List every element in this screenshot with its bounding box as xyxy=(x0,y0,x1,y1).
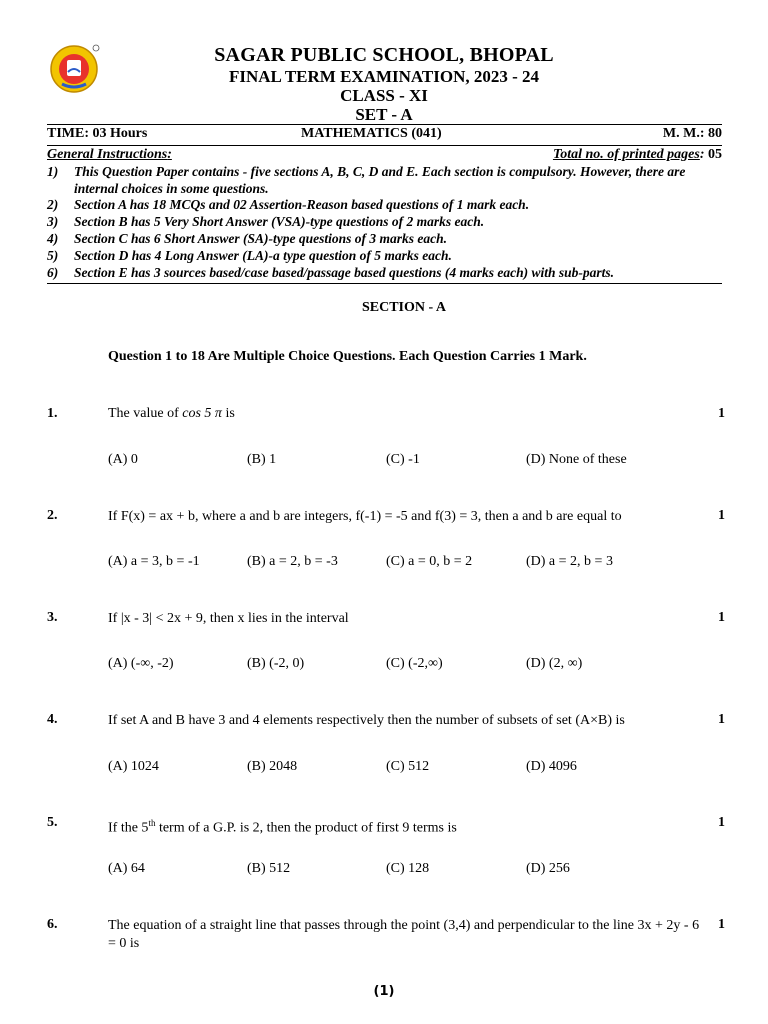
option-a: (A) 64 xyxy=(108,861,145,876)
section-title: SECTION - A xyxy=(361,300,447,315)
header-rule xyxy=(47,124,722,125)
question-text: If F(x) = ax + b, where a and b are integers, f(-1) = -5 and f(3) = 3, then a and b are equal to xyxy=(108,509,622,524)
option-d: (D) 256 xyxy=(526,861,570,876)
instructions-heading: General Instructions: xyxy=(47,147,172,162)
school-name: SAGAR PUBLIC SCHOOL, BHOPAL xyxy=(214,44,554,66)
superscript: th xyxy=(148,818,156,828)
instruction-item: 1) This Question Paper contains - five sections A, B, C, D and E. Each section is compulsory. However, there are internal choices in some questions. xyxy=(47,164,686,196)
question-marks: 1 xyxy=(718,815,725,830)
instruction-item: 3) Section B has 5 Very Short Answer (VSA)-type questions of 2 marks each. xyxy=(47,214,485,229)
option-c: (C) 128 xyxy=(386,861,430,876)
page-number: (1) xyxy=(373,984,395,999)
option-b: (B) 1 xyxy=(247,452,277,467)
school-crest-logo xyxy=(48,42,100,94)
option-d: (D) None of these xyxy=(526,452,627,467)
option-c: (C) -1 xyxy=(386,452,420,467)
printed-pages: Total no. of printed pages: 05 xyxy=(552,147,722,162)
question-text: The value of cos 5 π is xyxy=(108,406,235,421)
question-number: 4. xyxy=(47,712,58,727)
option-b: (B) 2048 xyxy=(247,759,298,774)
math-expression: cos 5 π xyxy=(182,406,222,421)
question-marks: 1 xyxy=(718,406,725,421)
option-d: (D) 4096 xyxy=(526,759,577,774)
question-text: The equation of a straight line that passes through the point (3,4) and perpendicular to the line 3x + 2y - 6 = 0 is xyxy=(108,918,700,951)
option-c: (C) (-2,∞) xyxy=(386,656,443,671)
option-a: (A) 1024 xyxy=(108,759,159,774)
option-c: (C) 512 xyxy=(386,759,430,774)
question-marks: 1 xyxy=(718,508,725,523)
instructions-rule xyxy=(47,283,722,284)
question-number: 1. xyxy=(47,406,58,421)
exam-subject: MATHEMATICS (041) xyxy=(301,126,442,141)
option-b: (B) (-2, 0) xyxy=(247,656,305,671)
instruction-item: 6) Section E has 3 sources based/case based/passage based questions (4 marks each) with sub-parts. xyxy=(47,265,615,280)
option-d: (D) a = 2, b = 3 xyxy=(526,554,613,569)
option-a: (A) 0 xyxy=(108,452,138,467)
option-b: (B) a = 2, b = -3 xyxy=(247,554,338,569)
instruction-item: 2) Section A has 18 MCQs and 02 Assertion-Reason based questions of 1 mark each. xyxy=(47,197,530,212)
question-number: 5. xyxy=(47,815,58,830)
option-b: (B) 512 xyxy=(247,861,291,876)
question-marks: 1 xyxy=(718,712,725,727)
option-c: (C) a = 0, b = 2 xyxy=(386,554,473,569)
question-marks: 1 xyxy=(718,917,725,932)
question-marks: 1 xyxy=(718,610,725,625)
option-d: (D) (2, ∞) xyxy=(526,656,583,671)
option-a: (A) (-∞, -2) xyxy=(108,656,174,671)
question-text: If |x - 3| < 2x + 9, then x lies in the interval xyxy=(108,611,349,626)
exam-info-row xyxy=(47,126,722,144)
class-label: CLASS - XI xyxy=(340,86,428,105)
mcq-note: Question 1 to 18 Are Multiple Choice Questions. Each Question Carries 1 Mark. xyxy=(108,349,587,364)
instruction-item: 5) Section D has 4 Long Answer (LA)-a type question of 5 marks each. xyxy=(47,248,452,263)
question-number: 6. xyxy=(47,917,58,932)
set-label: SET - A xyxy=(355,105,413,124)
info-rule xyxy=(47,145,722,146)
exam-title: FINAL TERM EXAMINATION, 2023 - 24 xyxy=(228,67,540,86)
exam-time: TIME: 03 Hours xyxy=(47,126,148,141)
option-a: (A) a = 3, b = -1 xyxy=(108,554,200,569)
question-text: If the 5th term of a G.P. is 2, then the product of first 9 terms is xyxy=(108,818,457,836)
instruction-item: 4) Section C has 6 Short Answer (SA)-type questions of 3 marks each. xyxy=(47,231,448,246)
max-marks: M. M.: 80 xyxy=(662,126,722,141)
question-number: 2. xyxy=(47,508,58,523)
question-number: 3. xyxy=(47,610,58,625)
question-text: If set A and B have 3 and 4 elements respectively then the number of subsets of set (A×B) is xyxy=(108,713,625,728)
